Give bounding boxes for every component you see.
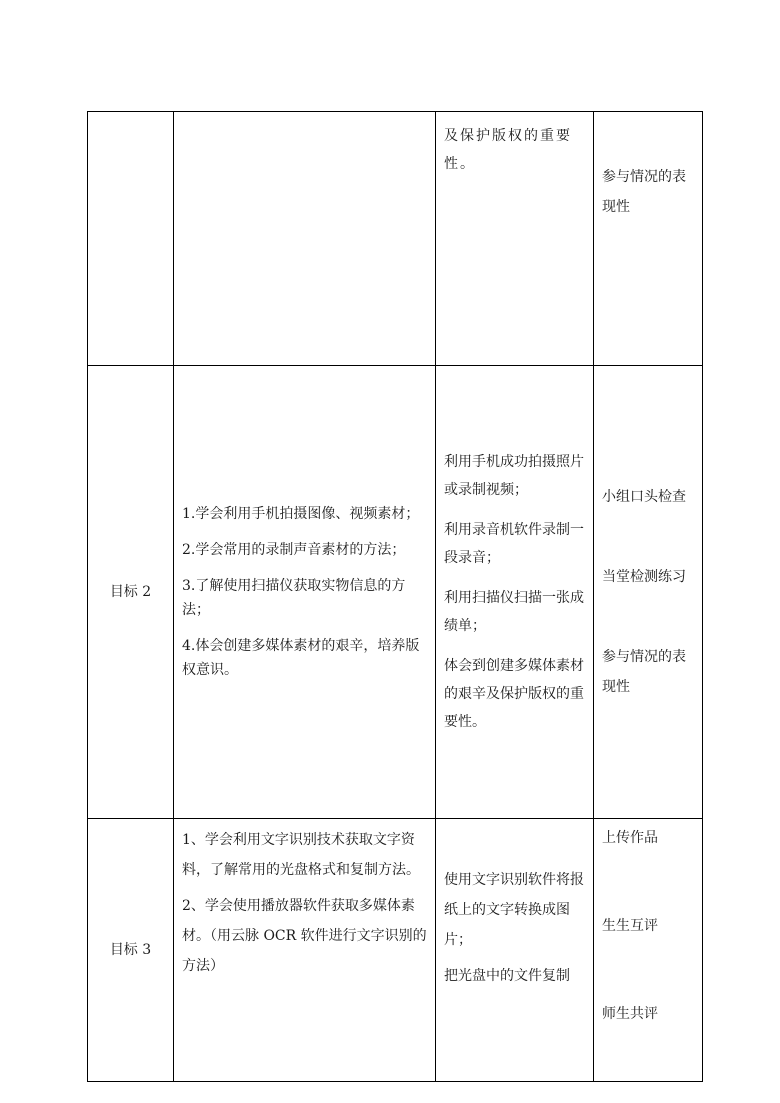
method-item: 参与情况的表现性	[602, 649, 686, 695]
content-item: 2.学会常用的录制声音素材的方法；	[182, 542, 406, 558]
method-item: 当堂检测练习	[602, 569, 686, 585]
row-label-cell	[88, 112, 174, 366]
content-cell	[174, 112, 436, 366]
method-cell	[594, 819, 703, 1082]
table-row	[88, 112, 703, 366]
method-item: 生生互评	[602, 918, 658, 934]
table-row	[88, 819, 703, 1082]
assessment-item: 利用手机成功拍摄照片或录制视频；	[444, 454, 584, 498]
assessment-cell	[436, 819, 594, 1082]
assessment-text: 及保护版权的重要性。	[444, 128, 572, 172]
method-cell	[594, 366, 703, 819]
content-cell	[174, 366, 436, 819]
content-item: 2、学会使用播放器软件获取多媒体素材。（用云脉 OCR 软件进行文字识别的方法）	[182, 898, 427, 974]
assessment-item: 把光盘中的文件复制	[444, 968, 570, 984]
content-item: 4.体会创建多媒体素材的艰辛，培养版权意识。	[182, 638, 420, 678]
method-item: 小组口头检查	[602, 489, 686, 505]
method-cell	[594, 112, 703, 366]
method-item: 师生共评	[602, 1006, 658, 1022]
table-row	[88, 366, 703, 819]
assessment-cell	[436, 366, 594, 819]
content-item: 3.了解使用扫描仪获取实物信息的方法；	[182, 578, 406, 618]
assessment-item: 体会到创建多媒体素材的艰辛及保护版权的重要性。	[444, 658, 584, 730]
row-label-cell: 目标 3	[88, 819, 174, 1082]
content-item: 1、学会利用文字识别技术获取文字资料，了解常用的光盘格式和复制方法。	[182, 832, 420, 878]
method-text: 参与情况的表现性	[602, 169, 686, 215]
row-label-cell: 目标 2	[88, 366, 174, 819]
assessment-item: 利用扫描仪扫描一张成绩单；	[444, 590, 584, 634]
content-cell	[174, 819, 436, 1082]
objectives-table	[87, 111, 703, 1082]
assessment-cell	[436, 112, 594, 366]
content-item: 1.学会利用手机拍摄图像、视频素材；	[182, 506, 420, 522]
assessment-item: 使用文字识别软件将报纸上的文字转换成图片；	[444, 872, 584, 948]
assessment-item: 利用录音机软件录制一段录音；	[444, 522, 584, 566]
method-item: 上传作品	[602, 830, 658, 846]
